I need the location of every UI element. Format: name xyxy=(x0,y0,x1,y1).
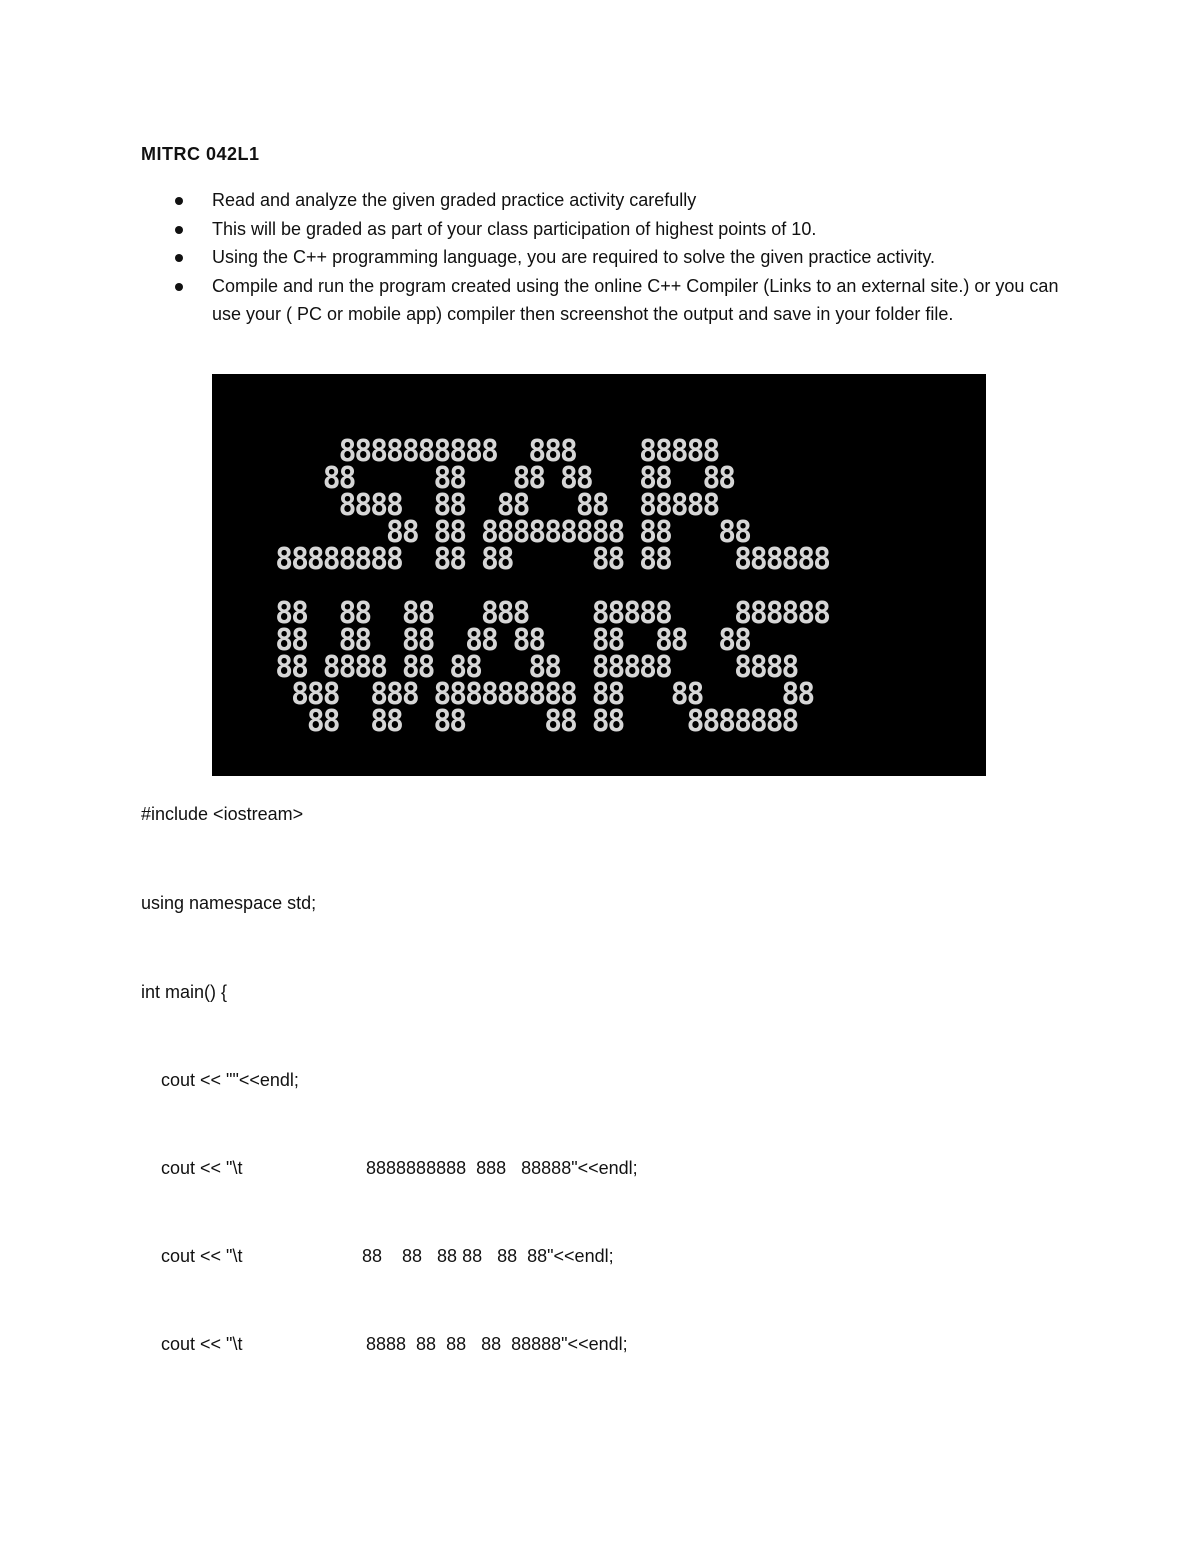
code-cout-line: cout << ""<<endl; xyxy=(161,1070,299,1090)
code-main-line: int main() { xyxy=(141,982,228,1002)
code-include-line: #include <iostream> xyxy=(141,804,304,824)
terminal-line: 88 88 88 88 88 88 88 88 xyxy=(212,623,750,658)
terminal-line: 8888 88 88 88 88888 xyxy=(212,488,719,523)
instruction-text: Read and analyze the given graded practice activity carefully xyxy=(212,190,697,210)
code-cout-art: 88 88 88 88 88 88"<<endl; xyxy=(362,1246,614,1266)
bullet-icon xyxy=(175,283,183,291)
instruction-item xyxy=(141,215,1061,244)
bullet-icon xyxy=(175,197,183,205)
bullet-icon xyxy=(175,226,183,234)
instruction-text: This will be graded as part of your class participation of highest points of 10. xyxy=(212,218,817,239)
instruction-item xyxy=(141,272,1061,329)
terminal-line: 88 88 88 88 88 8888888 xyxy=(212,704,798,739)
code-cout-prefix: cout << "\t xyxy=(161,1246,243,1266)
terminal-line: 88 88 88 888 88888 888888 xyxy=(212,596,830,631)
code-cout-art: 8888888888 888 88888"<<endl; xyxy=(366,1158,638,1178)
terminal-line: 888 888 888888888 88 88 88 xyxy=(212,677,814,712)
code-namespace-line: using namespace std; xyxy=(141,893,317,913)
instruction-item xyxy=(141,186,1061,215)
terminal-line: 88 8888 88 88 88 88888 8888 xyxy=(212,650,798,685)
instruction-text: Compile and run the program created using the online C++ Compiler (Links to an external site.) or you can use your ( PC or mobile app) compiler then screenshot the output and save in your folder file. xyxy=(212,275,1059,325)
code-cout-art: 8888 88 88 88 88888"<<endl; xyxy=(366,1334,628,1354)
terminal-line: 88 88 888888888 88 88 xyxy=(212,515,750,550)
terminal-line: 88888888 88 88 88 88 888888 xyxy=(212,542,830,577)
code-cout-prefix: cout << "\t xyxy=(161,1334,243,1354)
bullet-icon xyxy=(175,254,183,262)
terminal-line: 88 88 88 88 88 88 xyxy=(212,461,735,496)
code-cout-prefix: cout << "\t xyxy=(161,1158,243,1178)
instruction-item xyxy=(141,243,1061,272)
instruction-list xyxy=(141,186,1061,329)
instruction-text: Using the C++ programming language, you are required to solve the given practice activity. xyxy=(212,247,936,268)
document-title: MITRC 042L1 xyxy=(141,144,260,164)
terminal-ascii-art xyxy=(212,434,830,739)
terminal-line: 8888888888 888 88888 xyxy=(212,434,719,469)
terminal-output-screenshot xyxy=(212,374,986,776)
